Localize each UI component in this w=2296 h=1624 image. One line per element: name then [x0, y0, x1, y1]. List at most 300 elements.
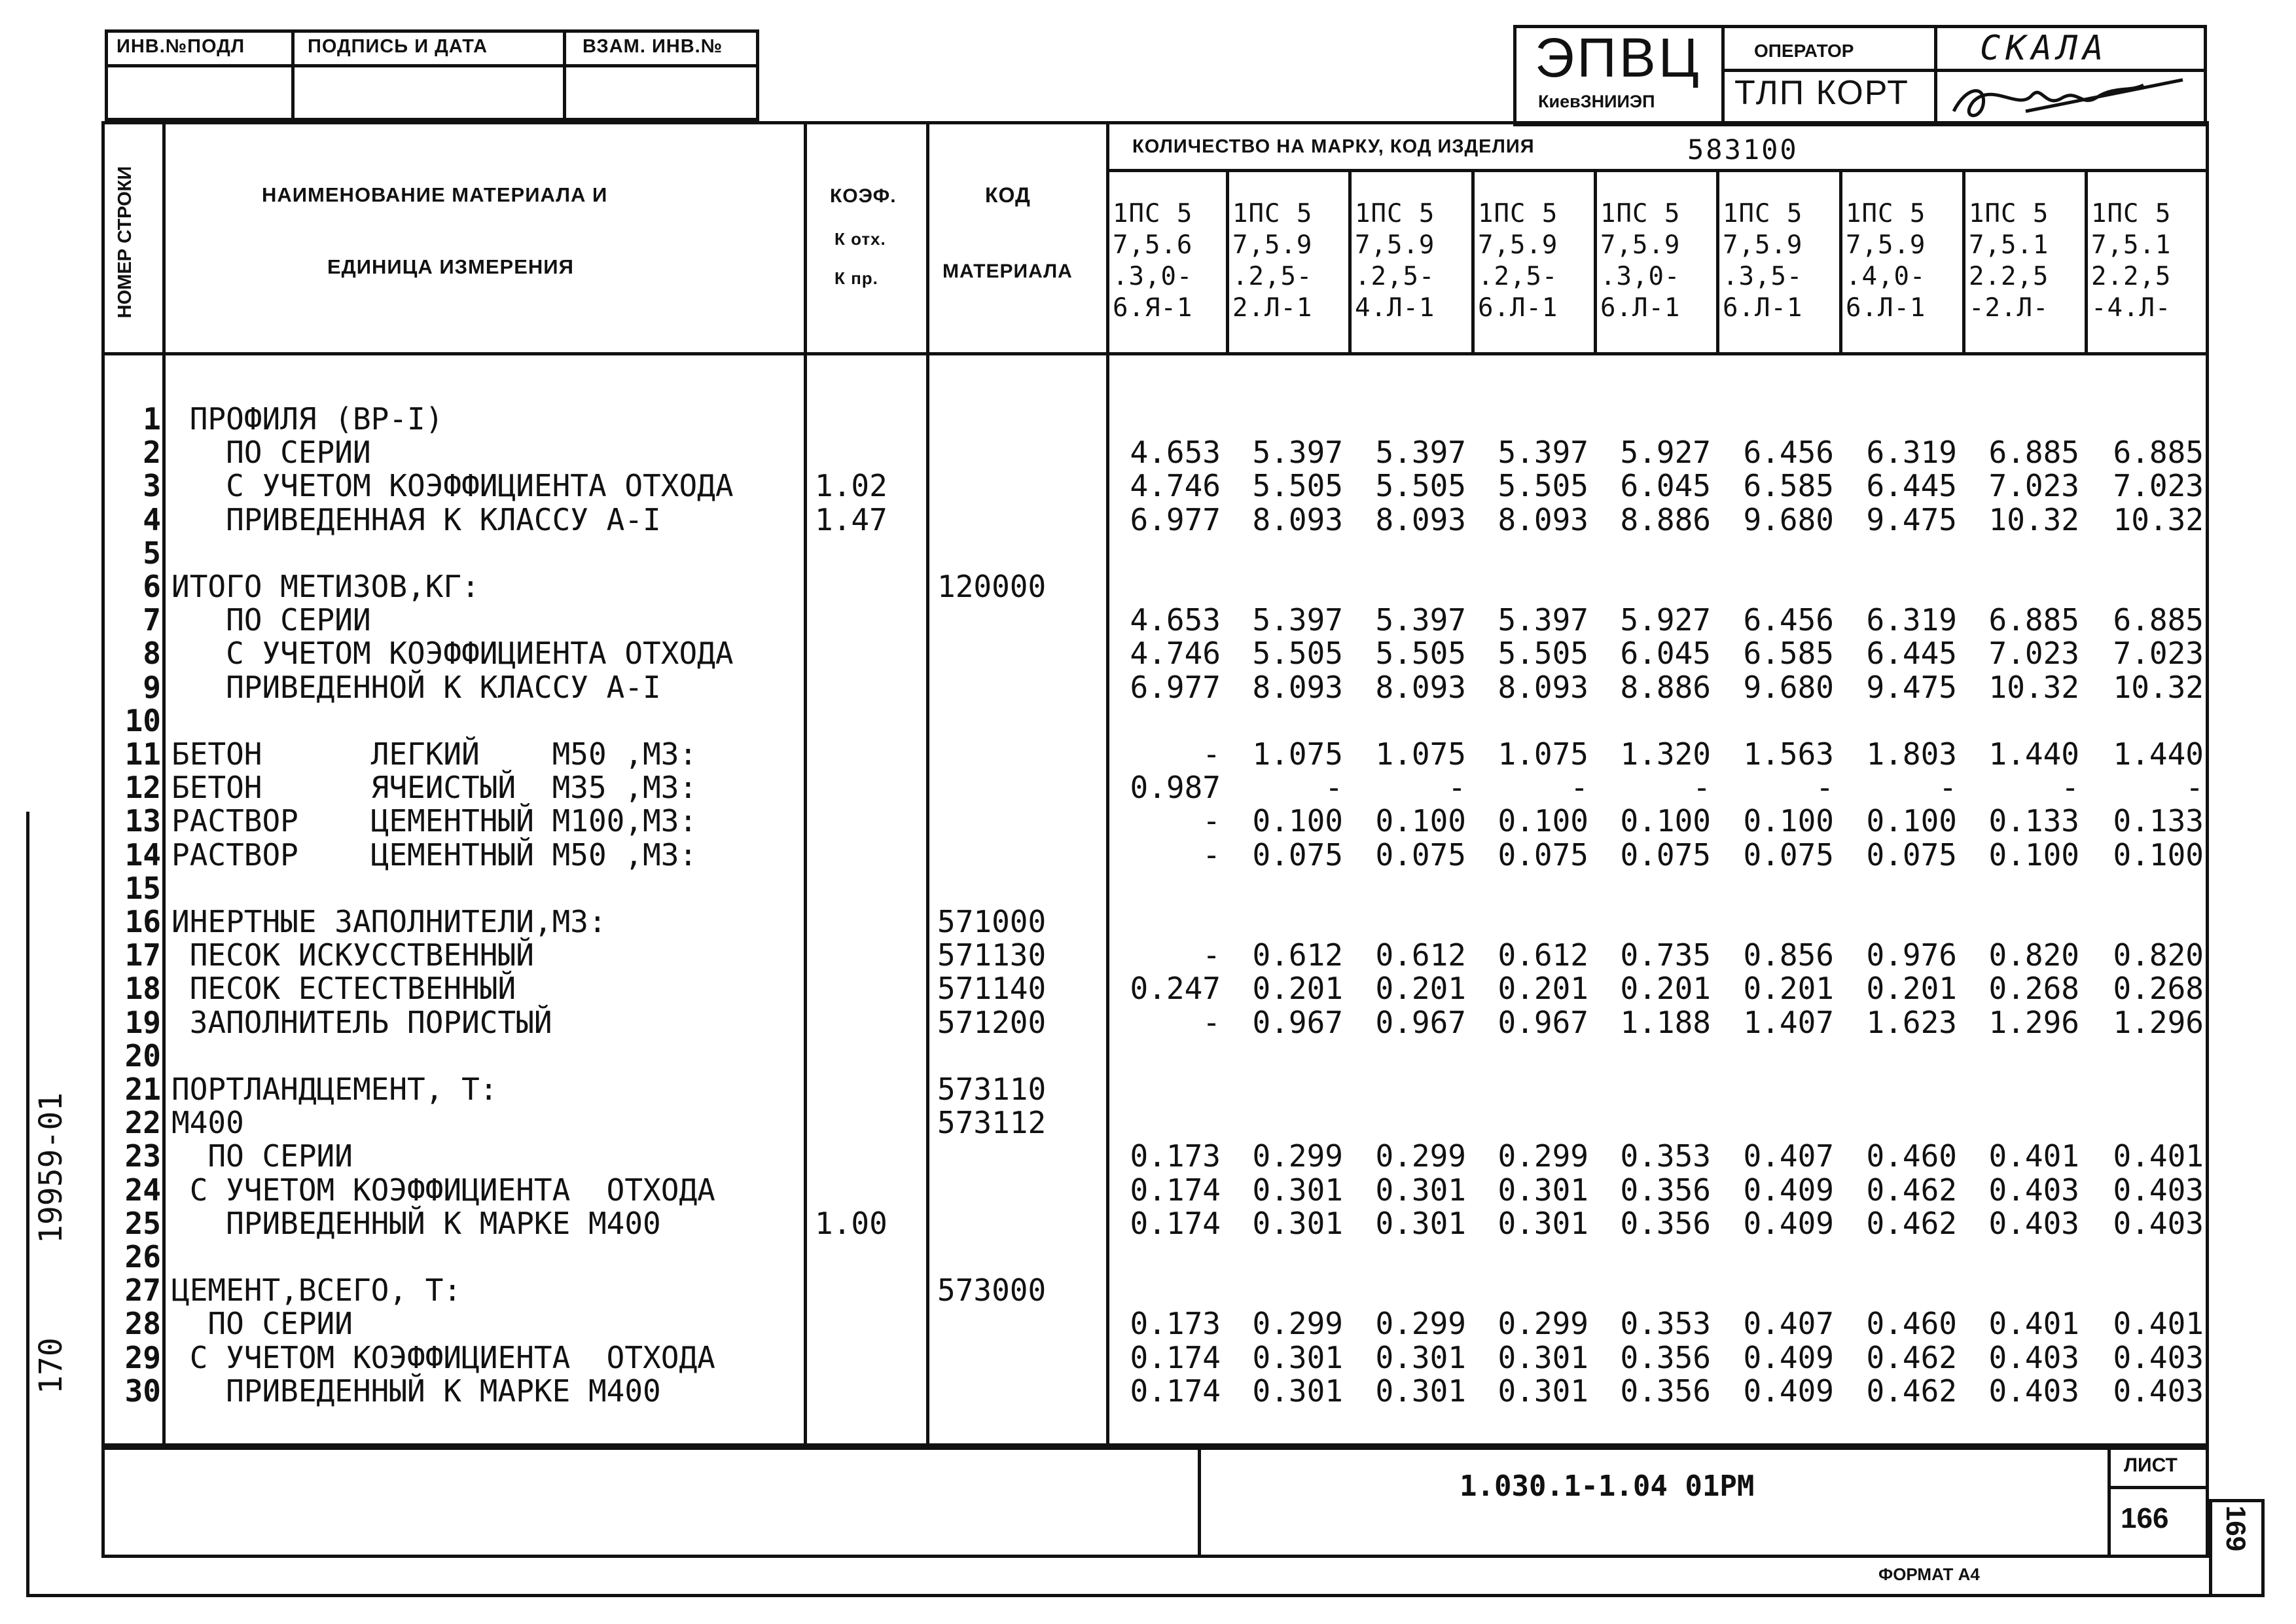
quantity-value: 0.462: [1866, 1373, 1957, 1409]
code-header-line1: КОД: [985, 183, 1031, 207]
row-number: 28: [124, 1306, 161, 1342]
quantity-value: 1.296: [2113, 1004, 2204, 1040]
quantity-value: 8.093: [1498, 501, 1588, 537]
quantity-value: 5.927: [1620, 602, 1711, 638]
product-column-header-line: 1ПС 5: [1969, 199, 2049, 228]
material-name: ПО СЕРИИ: [171, 435, 371, 471]
quantity-value: -: [2061, 770, 2079, 806]
product-column-header-line: .3,5-: [1723, 262, 1803, 291]
product-column-header-line: .3,0-: [1113, 262, 1193, 291]
row-number: 2: [143, 435, 161, 471]
product-column-header-line: 4.Л-1: [1355, 293, 1435, 323]
product-col-divider: [1594, 169, 1597, 352]
row-number: 19: [124, 1004, 161, 1040]
row-number: 4: [143, 501, 161, 537]
quantity-value: 0.173: [1130, 1138, 1221, 1174]
row-number: 8: [143, 636, 161, 672]
format-label: ФОРМАТ А4: [1878, 1564, 1980, 1584]
quantity-value: 0.353: [1620, 1306, 1711, 1342]
quantity-value: -: [1202, 803, 1221, 839]
coefficient: 1.00: [815, 1205, 888, 1241]
quantity-value: 0.268: [1988, 971, 2079, 1007]
quantity-value: -: [1448, 770, 1466, 806]
quantity-value: 0.735: [1620, 937, 1711, 973]
material-name: ПРИВЕДЕННЫЙ К МАРКЕ М400: [171, 1373, 661, 1409]
material-name: ПРОФИЛЯ (ВР-I): [171, 401, 444, 437]
quantity-value: 0.100: [1743, 803, 1834, 839]
quantity-value: 0.075: [1866, 837, 1957, 873]
quantity-value: 0.075: [1743, 837, 1834, 873]
quantity-value: 1.563: [1743, 736, 1834, 772]
row-number: 30: [124, 1373, 161, 1409]
product-col-divider: [1348, 169, 1352, 352]
quantity-value: 0.820: [2113, 937, 2204, 973]
outer-left-line: [26, 812, 29, 1597]
quantity-value: 6.456: [1743, 602, 1834, 638]
quantity-value: 8.886: [1620, 501, 1711, 537]
quantity-value: 0.401: [2113, 1138, 2204, 1174]
stamp-divider: [291, 29, 295, 121]
quantity-value: 0.987: [1130, 770, 1221, 806]
product-col-divider: [1716, 169, 1719, 352]
quantity-value: 0.201: [1252, 971, 1343, 1007]
quantity-value: 6.885: [1988, 435, 2079, 471]
quantity-value: 0.409: [1743, 1172, 1834, 1208]
row-number: 13: [124, 803, 161, 839]
product-column-header-line: 1ПС 5: [1232, 199, 1313, 228]
product-column-header-line: 1ПС 5: [1113, 199, 1193, 228]
quantity-value: -: [1325, 770, 1343, 806]
quantity-value: 5.505: [1252, 468, 1343, 504]
code-header-line2: МАТЕРИАЛА: [942, 261, 1073, 282]
quantity-value: 5.927: [1620, 435, 1711, 471]
quantity-value: 8.093: [1498, 669, 1588, 705]
operator-signature: [1947, 72, 2196, 124]
operator-value: ТЛП КОРТ: [1734, 74, 1909, 112]
quantity-value: 0.353: [1620, 1138, 1711, 1174]
product-column-header-line: 2.2,5: [1969, 262, 2049, 291]
quantity-value: 7.023: [1988, 636, 2079, 672]
quantity-value: 1.075: [1498, 736, 1588, 772]
quantity-value: 5.397: [1498, 435, 1588, 471]
quantity-value: 0.301: [1498, 1205, 1588, 1241]
quantity-value: 8.093: [1252, 669, 1343, 705]
quantity-value: 8.093: [1375, 501, 1466, 537]
quantity-value: 1.296: [1988, 1004, 2079, 1040]
product-column-header-line: 2.Л-1: [1232, 293, 1313, 323]
product-column-header-line: 1ПС 5: [1355, 199, 1435, 228]
quantity-value: 0.403: [1988, 1339, 2079, 1375]
quantity-value: 6.456: [1743, 435, 1834, 471]
product-column-header-line: 7,5.9: [1478, 230, 1558, 260]
product-column-header-line: 1ПС 5: [1600, 199, 1681, 228]
quantity-value: -: [2185, 770, 2204, 806]
quantity-value: 0.247: [1130, 971, 1221, 1007]
quantity-value: 6.585: [1743, 468, 1834, 504]
sheet-label: ЛИСТ: [2124, 1454, 2178, 1476]
stamp-divider: [105, 64, 759, 67]
product-col-divider: [1471, 169, 1475, 352]
quantity-value: 0.299: [1498, 1306, 1588, 1342]
quantity-value: 5.505: [1498, 636, 1588, 672]
quantity-value: 0.301: [1498, 1373, 1588, 1409]
quantity-value: 0.299: [1375, 1306, 1466, 1342]
quantity-value: 0.301: [1375, 1339, 1466, 1375]
row-number: 29: [124, 1339, 161, 1375]
quantity-value: 0.301: [1252, 1172, 1343, 1208]
quantity-value: 5.505: [1375, 636, 1466, 672]
row-number: 5: [143, 535, 161, 571]
quantity-value: 7.023: [2113, 468, 2204, 504]
quantity-value: -: [1939, 770, 1957, 806]
quantity-value: 0.075: [1252, 837, 1343, 873]
row-number: 25: [124, 1205, 161, 1241]
quantity-value: -: [1816, 770, 1834, 806]
quantity-value: 6.585: [1743, 636, 1834, 672]
quantity-value: 6.319: [1866, 435, 1957, 471]
footer-divider: [2108, 1443, 2111, 1555]
quantity-value: 0.409: [1743, 1373, 1834, 1409]
product-col-divider: [1839, 169, 1842, 352]
quantity-value: 0.100: [1866, 803, 1957, 839]
org-main-title: ЭПВЦ: [1535, 27, 1702, 88]
quantity-value: 0.075: [1375, 837, 1466, 873]
row-number-header: НОМЕР СТРОКИ: [115, 166, 135, 319]
material-name: С УЧЕТОМ КОЭФФИЦИЕНТА ОТХОДА: [171, 468, 734, 504]
material-name: С УЧЕТОМ КОЭФФИЦИЕНТА ОТХОДА: [171, 636, 734, 672]
quantity-value: 0.100: [1620, 803, 1711, 839]
product-column-header-line: .2,5-: [1478, 262, 1558, 291]
quantity-value: 1.188: [1620, 1004, 1711, 1040]
footer-box: [101, 1443, 2209, 1558]
quantity-value: 0.201: [1498, 971, 1588, 1007]
quantity-value: 0.174: [1130, 1373, 1221, 1409]
col-divider: [162, 121, 166, 1443]
material-name: ПОРТЛАНДЦЕМЕНТ, Т:: [171, 1072, 498, 1107]
product-code: 583100: [1687, 134, 1799, 166]
quantity-value: 0.100: [1375, 803, 1466, 839]
product-column-header-line: 7,5.1: [1969, 230, 2049, 260]
row-number: 6: [143, 569, 161, 604]
quantity-value: 0.401: [1988, 1306, 2079, 1342]
quantity-value: 0.403: [1988, 1205, 2079, 1241]
material-name: ЗАПОЛНИТЕЛЬ ПОРИСТЫЙ: [171, 1004, 552, 1040]
quantity-value: 5.505: [1252, 636, 1343, 672]
quantity-value: 0.201: [1743, 971, 1834, 1007]
coefficient: 1.02: [815, 468, 888, 504]
quantity-value: 6.977: [1130, 501, 1221, 537]
quantity-value: 1.075: [1375, 736, 1466, 772]
product-column-header-line: 7,5.1: [2091, 230, 2172, 260]
product-column-header-line: .3,0-: [1600, 262, 1681, 291]
material-name: БЕТОН ЛЕГКИЙ М50 ,М3:: [171, 736, 698, 772]
row-number: 11: [124, 736, 161, 772]
quantity-value: 10.32: [2113, 501, 2204, 537]
product-column-header-line: 7,5.9: [1846, 230, 1926, 260]
quantity-value: 6.319: [1866, 602, 1957, 638]
product-column-header-line: 1ПС 5: [2091, 199, 2172, 228]
footer-divider: [2108, 1486, 2209, 1489]
quantity-value: 1.803: [1866, 736, 1957, 772]
quantity-value: 0.407: [1743, 1138, 1834, 1174]
quantity-value: 6.445: [1866, 468, 1957, 504]
material-code: 571200: [937, 1004, 1047, 1040]
product-col-divider: [1962, 169, 1965, 352]
row-number: 22: [124, 1105, 161, 1141]
quantity-value: 6.885: [2113, 602, 2204, 638]
material-code: 571130: [937, 937, 1047, 973]
quantity-value: 7.023: [2113, 636, 2204, 672]
material-code: 120000: [937, 569, 1047, 604]
coef-header-line1: КОЭФ.: [830, 185, 897, 207]
row-number: 1: [143, 401, 161, 437]
quantity-value: 0.403: [2113, 1172, 2204, 1208]
product-column-header-line: .2,5-: [1232, 262, 1313, 291]
quantity-value: 0.133: [1988, 803, 2079, 839]
quantity-value: -: [1570, 770, 1588, 806]
row-number: 18: [124, 971, 161, 1007]
quantity-value: 0.356: [1620, 1339, 1711, 1375]
quantity-value: 0.100: [1988, 837, 2079, 873]
quantity-value: 0.301: [1375, 1373, 1466, 1409]
quantity-value: 0.403: [2113, 1339, 2204, 1375]
stamp-inv-label: ИНВ.№ПОДЛ: [117, 36, 245, 57]
outer-bottom-line: [26, 1594, 2265, 1597]
quantity-value: 0.403: [2113, 1373, 2204, 1409]
material-name: ПЕСОК ИСКУССТВЕННЫЙ: [171, 937, 534, 973]
row-number: 24: [124, 1172, 161, 1208]
quantity-value: 0.301: [1252, 1373, 1343, 1409]
quantity-value: 0.401: [2113, 1306, 2204, 1342]
product-column-header-line: 1ПС 5: [1723, 199, 1803, 228]
material-code: 573000: [937, 1272, 1047, 1308]
quantity-value: 0.612: [1252, 937, 1343, 973]
product-column-header-line: 7,5.6: [1113, 230, 1193, 260]
quantity-value: -: [1202, 937, 1221, 973]
sheet-number: 166: [2121, 1502, 2169, 1534]
coef-header-line3: К пр.: [834, 268, 878, 288]
quantity-value: 7.023: [1988, 468, 2079, 504]
product-col-divider: [1226, 169, 1229, 352]
product-col-divider: [2085, 169, 2088, 352]
quantity-value: 0.174: [1130, 1339, 1221, 1375]
material-name: ИТОГО МЕТИЗОВ,КГ:: [171, 569, 480, 604]
quantity-value: 0.967: [1252, 1004, 1343, 1040]
quantity-value: 6.977: [1130, 669, 1221, 705]
quantity-value: 0.462: [1866, 1205, 1957, 1241]
quantity-value: 0.967: [1375, 1004, 1466, 1040]
quantity-value: 4.746: [1130, 636, 1221, 672]
row-number: 20: [124, 1038, 161, 1074]
coef-header-line2: К отх.: [834, 229, 886, 249]
material-code: 573112: [937, 1105, 1047, 1141]
material-name: ПРИВЕДЕННОЙ К КЛАССУ А-I: [171, 669, 661, 705]
quantity-value: 0.356: [1620, 1373, 1711, 1409]
quantity-value: 9.475: [1866, 501, 1957, 537]
quantity-value: 9.680: [1743, 501, 1834, 537]
quantity-label: КОЛИЧЕСТВО НА МАРКУ, КОД ИЗДЕЛИЯ: [1132, 136, 1535, 157]
quantity-value: 4.653: [1130, 602, 1221, 638]
material-name: ПРИВЕДЕННАЯ К КЛАССУ А-I: [171, 501, 661, 537]
row-number: 7: [143, 602, 161, 638]
row-number: 17: [124, 937, 161, 973]
header-bottom-line: [101, 352, 2209, 355]
quantity-value: 0.403: [1988, 1172, 2079, 1208]
quantity-value: 6.045: [1620, 468, 1711, 504]
quantity-value: -: [1202, 837, 1221, 873]
quantity-value: 5.397: [1252, 602, 1343, 638]
material-name: ПО СЕРИИ: [171, 1138, 353, 1174]
quantity-label-line: [1106, 169, 2209, 172]
quantity-value: 0.407: [1743, 1306, 1834, 1342]
quantity-value: 10.32: [2113, 669, 2204, 705]
row-number: 10: [124, 702, 161, 738]
stamp-replace-inv-label: ВЗАМ. ИНВ.№: [583, 36, 723, 57]
material-code: 571140: [937, 971, 1047, 1007]
quantity-value: 8.093: [1252, 501, 1343, 537]
quantity-value: -: [1202, 736, 1221, 772]
material-name: ПО СЕРИИ: [171, 1306, 353, 1342]
quantity-value: -: [1202, 1004, 1221, 1040]
stamp-divider: [1934, 25, 1937, 126]
quantity-value: 0.299: [1375, 1138, 1466, 1174]
quantity-value: 8.093: [1375, 669, 1466, 705]
quantity-value: 0.409: [1743, 1205, 1834, 1241]
quantity-value: 8.886: [1620, 669, 1711, 705]
material-header-line2: ЕДИНИЦА ИЗМЕРЕНИЯ: [327, 255, 574, 278]
stamp-divider: [1721, 25, 1725, 126]
quantity-value: 1.440: [2113, 736, 2204, 772]
quantity-value: 0.820: [1988, 937, 2079, 973]
quantity-value: 5.397: [1252, 435, 1343, 471]
material-code: 571000: [937, 904, 1047, 939]
quantity-value: 9.680: [1743, 669, 1834, 705]
quantity-value: 0.100: [2113, 837, 2204, 873]
material-name: ПЕСОК ЕСТЕСТВЕННЫЙ: [171, 971, 516, 1007]
side-page-number: 170: [33, 1337, 69, 1394]
product-column-header-line: .2,5-: [1355, 262, 1435, 291]
product-column-header-line: 1ПС 5: [1846, 199, 1926, 228]
quantity-value: 0.356: [1620, 1205, 1711, 1241]
product-column-header-line: 6.Л-1: [1600, 293, 1681, 323]
product-column-header-line: 7,5.9: [1600, 230, 1681, 260]
quantity-value: 1.623: [1866, 1004, 1957, 1040]
quantity-value: 5.397: [1498, 602, 1588, 638]
quantity-value: 0.301: [1252, 1205, 1343, 1241]
org-sub-title: КиевЗНИИЭП: [1538, 92, 1655, 111]
quantity-value: 10.32: [1988, 669, 2079, 705]
quantity-value: 0.201: [1375, 971, 1466, 1007]
product-column-header-line: 1ПС 5: [1478, 199, 1558, 228]
quantity-value: 0.100: [1252, 803, 1343, 839]
quantity-value: 6.885: [2113, 435, 2204, 471]
quantity-value: 0.976: [1866, 937, 1957, 973]
row-number: 9: [143, 669, 161, 705]
quantity-value: 0.301: [1252, 1339, 1343, 1375]
quantity-value: 0.856: [1743, 937, 1834, 973]
document-code: 1.030.1-1.04 01РМ: [1460, 1470, 1755, 1503]
col-divider: [804, 121, 807, 1443]
product-column-header-line: 2.2,5: [2091, 262, 2172, 291]
quantity-value: 0.133: [2113, 803, 2204, 839]
row-number: 16: [124, 904, 161, 939]
product-column-header-line: 7,5.9: [1723, 230, 1803, 260]
quantity-value: 0.460: [1866, 1306, 1957, 1342]
col-divider: [926, 121, 929, 1443]
operator-name: СКАЛА: [1980, 29, 2109, 68]
quantity-value: 0.100: [1498, 803, 1588, 839]
stamp-signature-date-label: ПОДПИСЬ И ДАТА: [308, 36, 488, 57]
quantity-value: 0.612: [1498, 937, 1588, 973]
quantity-value: 0.301: [1375, 1172, 1466, 1208]
quantity-value: 0.075: [1498, 837, 1588, 873]
row-number: 3: [143, 468, 161, 504]
product-column-header-line: 6.Л-1: [1723, 293, 1803, 323]
quantity-value: 0.301: [1498, 1172, 1588, 1208]
quantity-value: 0.201: [1866, 971, 1957, 1007]
row-number: 14: [124, 837, 161, 873]
row-number: 12: [124, 770, 161, 806]
quantity-value: 0.299: [1252, 1306, 1343, 1342]
quantity-value: 5.505: [1375, 468, 1466, 504]
material-name: ПРИВЕДЕННЫЙ К МАРКЕ М400: [171, 1205, 661, 1241]
quantity-value: 0.174: [1130, 1205, 1221, 1241]
quantity-value: 4.746: [1130, 468, 1221, 504]
quantity-value: 0.403: [2113, 1205, 2204, 1241]
quantity-value: 0.403: [1988, 1373, 2079, 1409]
product-column-header-line: -2.Л-: [1969, 293, 2049, 323]
quantity-value: 0.173: [1130, 1306, 1221, 1342]
material-name: БЕТОН ЯЧЕИСТЫЙ М35 ,М3:: [171, 770, 698, 806]
quantity-value: 0.462: [1866, 1339, 1957, 1375]
material-header-line1: НАИМЕНОВАНИЕ МАТЕРИАЛА И: [262, 183, 608, 206]
quantity-value: 6.045: [1620, 636, 1711, 672]
material-code: 573110: [937, 1072, 1047, 1107]
material-name: С УЧЕТОМ КОЭФФИЦИЕНТА ОТХОДА: [171, 1339, 715, 1375]
quantity-value: 0.301: [1375, 1205, 1466, 1241]
quantity-value: 0.201: [1620, 971, 1711, 1007]
quantity-value: 0.460: [1866, 1138, 1957, 1174]
material-name: ИНЕРТНЫЕ ЗАПОЛНИТЕЛИ,М3:: [171, 904, 607, 939]
quantity-value: 1.075: [1252, 736, 1343, 772]
quantity-value: 0.174: [1130, 1172, 1221, 1208]
material-name: М400: [171, 1105, 244, 1141]
quantity-value: 0.301: [1498, 1339, 1588, 1375]
archive-number: 19959-01: [33, 1092, 69, 1244]
quantity-value: 6.885: [1988, 602, 2079, 638]
material-name: РАСТВОР ЦЕМЕНТНЫЙ М100,М3:: [171, 803, 698, 839]
quantity-value: 0.356: [1620, 1172, 1711, 1208]
quantity-value: 0.299: [1252, 1138, 1343, 1174]
material-name: ПО СЕРИИ: [171, 602, 371, 638]
margin-page-number: 169: [2221, 1506, 2251, 1552]
stamp-divider: [563, 29, 566, 121]
row-number: 15: [124, 870, 161, 906]
row-number: 26: [124, 1239, 161, 1274]
quantity-value: 5.505: [1498, 468, 1588, 504]
quantity-value: 9.475: [1866, 669, 1957, 705]
quantity-value: -: [1693, 770, 1711, 806]
product-column-header-line: 6.Л-1: [1478, 293, 1558, 323]
quantity-value: 5.397: [1375, 435, 1466, 471]
quantity-value: 0.967: [1498, 1004, 1588, 1040]
row-number: 23: [124, 1138, 161, 1174]
quantity-value: 1.407: [1743, 1004, 1834, 1040]
quantity-value: 5.397: [1375, 602, 1466, 638]
quantity-value: 0.268: [2113, 971, 2204, 1007]
quantity-value: 1.440: [1988, 736, 2079, 772]
row-number: 21: [124, 1072, 161, 1107]
